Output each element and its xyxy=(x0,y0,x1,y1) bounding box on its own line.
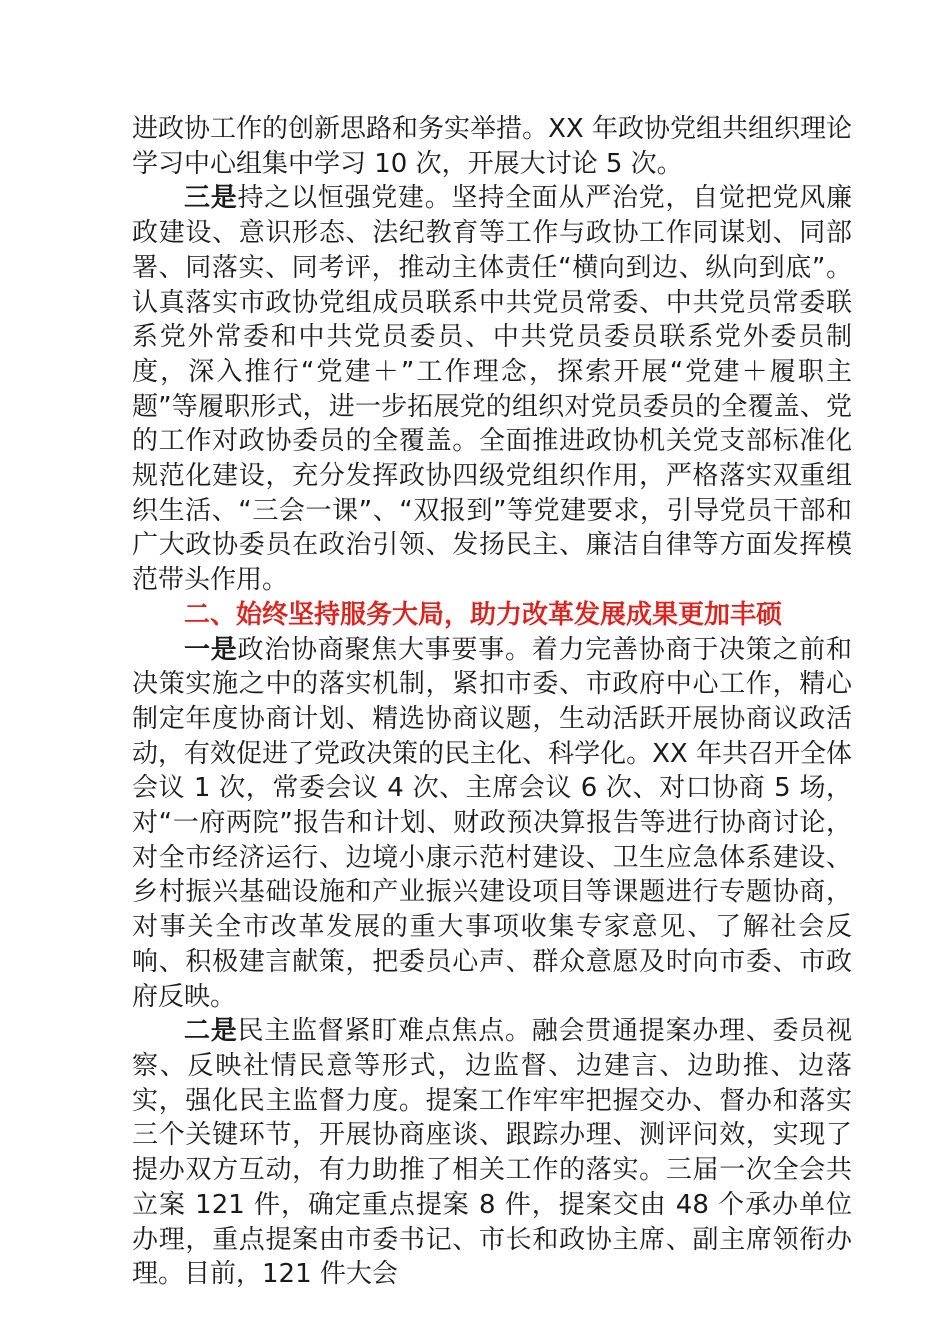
paragraph-text: 持之以恒强党建。坚持全面从严治党，自觉把党风廉政建设、意识形态、法纪教育等工作与政协工作同谋划、同部署、同落实、同考评，推动主体责任“横向到边、纵向到底”。认真落实市政协党组成员联系中共党员常委、中共党员常委联系党外常委和中共党员委员、中共党员委员联系党外委员制度，深入推行“党建＋”工作理念，探索开展“党建＋履职主题”等履职形式，进一步拓展党的组织对党员委员的全覆盖、党的工作对政协委员的全覆盖。全面推进政协机关党支部标准化规范化建设，充分发挥政协四级党组织作用，严格落实双重组织生活、“三会一课”、“双报到”等党建要求，引导党员干部和广大政协委员在政治引领、发扬民主、廉洁自律等方面发挥模范带头作用。 xyxy=(132,183,852,596)
section-heading: 二、始终坚持服务大局，助力改革发展成果更加丰硕 xyxy=(184,599,783,630)
paragraph-democratic-supervision xyxy=(132,1014,852,1292)
paragraph-political-consultation xyxy=(132,633,852,1015)
paragraph-lead: 三是 xyxy=(184,183,238,214)
paragraph-party-building xyxy=(132,181,852,597)
paragraph-lead: 二是 xyxy=(184,1016,238,1047)
paragraph-continuation xyxy=(132,112,852,181)
paragraph-text: 民主监督紧盯难点焦点。融会贯通提案办理、委员视察、反映社情民意等形式，边监督、边建言、边助推、边落实，强化民主监督力度。提案工作牢牢把握交办、督办和落实三个关键环节，开展协商座谈、跟踪办理、测评问效，实现了提办双方互动，有力助推了相关工作的落实。三届一次全会共立案 121 件，确定重点提案 8 件，提案交由 48 个承办单位办理，重点提案由市委书记、市长和政协主席、副主席领衔办理。目前，121 件大会 xyxy=(132,1016,852,1290)
paragraph-lead: 一是 xyxy=(184,634,238,665)
document-page xyxy=(132,112,852,1292)
paragraph-text: 政治协商聚焦大事要事。着力完善协商于决策之前和决策实施之中的落实机制，紧扣市委、市政府中心工作，精心制定年度协商计划、精选协商议题，生动活跃开展协商议政活动，有效促进了党政决策的民主化、科学化。XX 年共召开全体会议 1 次，常委会议 4 次、主席会议 6 次、对口协商 5 场，对“一府两院”报告和计划、财政预决算报告等进行协商讨论，对全市经济运行、边境小康示范村建设、卫生应急体系建设、乡村振兴基础设施和产业振兴建设项目等课题进行专题协商，对事关全市改革发展的重大事项收集专家意见、了解社会反响、积极建言献策，把委员心声、群众意愿及时向市委、市政府反映。 xyxy=(132,634,852,1012)
paragraph-text: 进政协工作的创新思路和务实举措。XX 年政协党组共组织理论学习中心组集中学习 10 次，开展大讨论 5 次。 xyxy=(132,114,852,179)
